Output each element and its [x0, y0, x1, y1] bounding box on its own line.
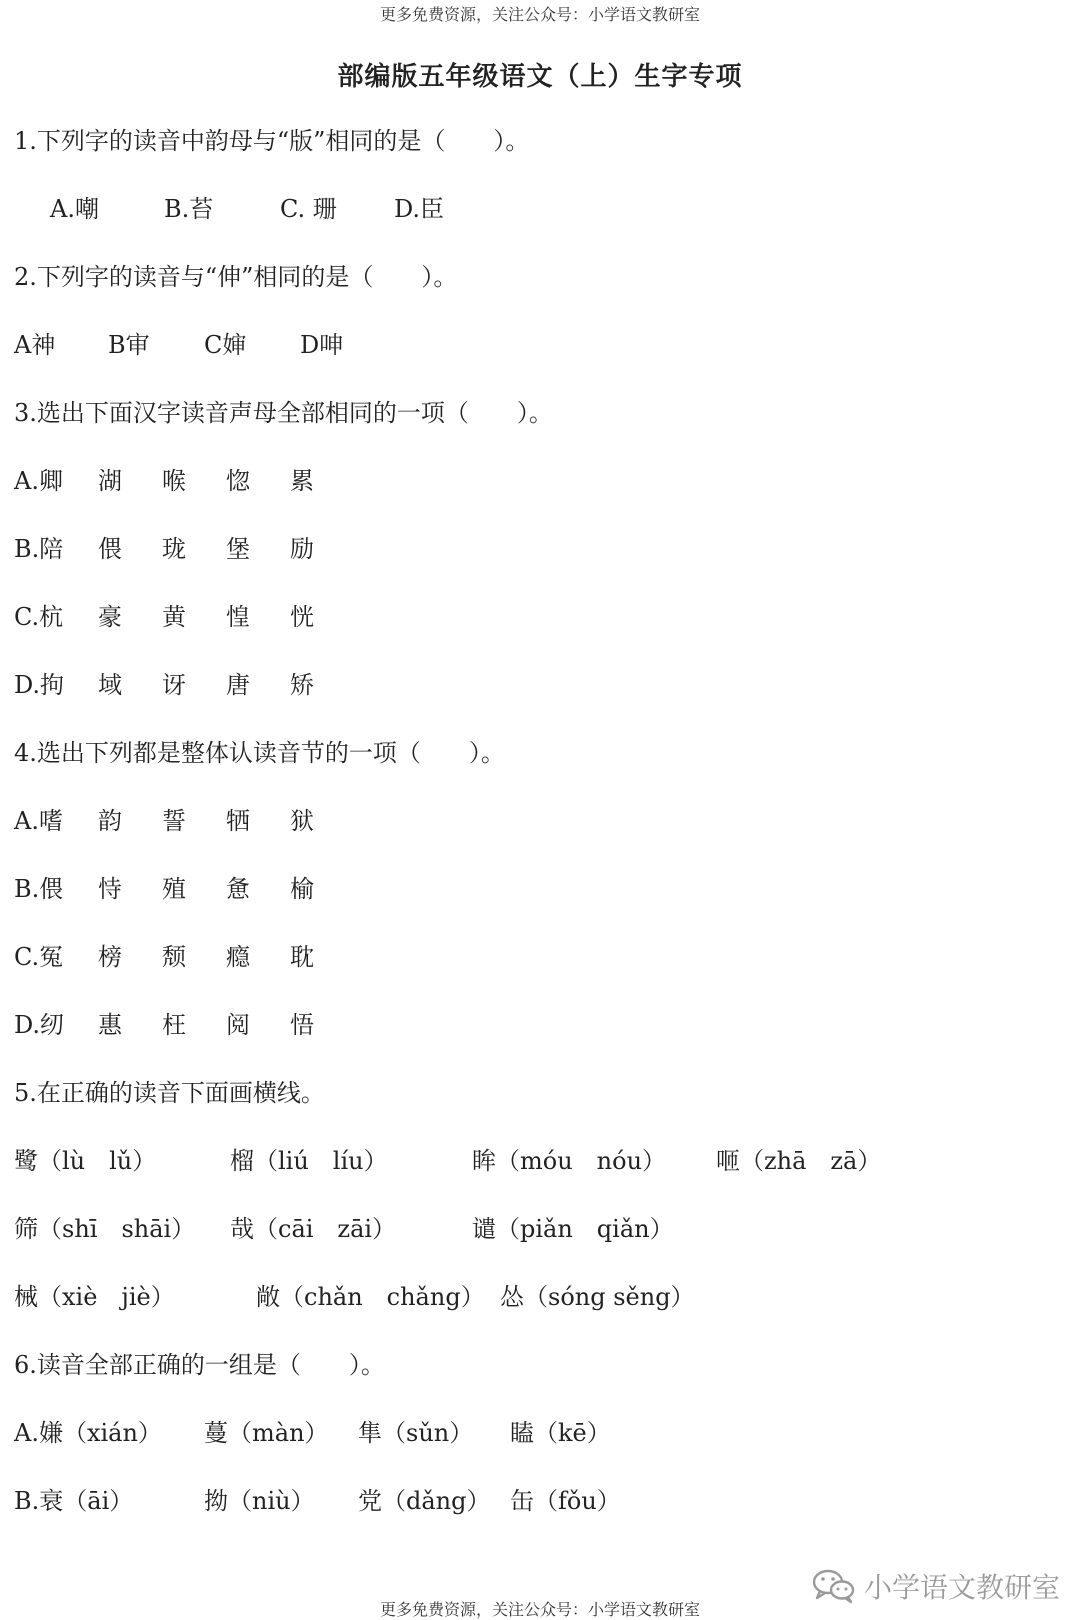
q5-item: 筛（shī shāi）: [14, 1215, 196, 1243]
page-title: 部编版五年级语文（上）生字专项: [337, 62, 743, 92]
q4-char: 誓: [162, 807, 186, 835]
q4-char: 悟: [290, 1011, 314, 1039]
q4-char: 榜: [98, 943, 122, 971]
q3-char: 惚: [226, 467, 250, 495]
q6-item: 瞌（kē）: [510, 1419, 611, 1447]
q2-stem: 2.下列字的读音与“伸”相同的是（ ）。: [14, 263, 458, 291]
q3-char: 累: [290, 467, 314, 495]
q4-char: 韵: [98, 807, 122, 835]
q6-item: 党（dǎng）: [358, 1487, 491, 1515]
q3-char: 黄: [162, 603, 186, 631]
q2-option-c: C婶: [204, 331, 247, 359]
q4-char: 颓: [162, 943, 186, 971]
q5-item: 鹭（lù lǔ）: [14, 1147, 157, 1175]
q1-option-c: C. 珊: [280, 195, 337, 223]
q6-item: 拗（niù）: [204, 1487, 315, 1515]
q5-item: 咂（zhā zā）: [716, 1147, 882, 1175]
q4-option-label: A.嗜: [14, 807, 63, 835]
q6-item: A.嫌（xián）: [14, 1419, 162, 1447]
q3-char: 域: [98, 671, 122, 699]
q5-stem: 5.在正确的读音下面画横线。: [14, 1079, 325, 1107]
q3-char: 喉: [162, 467, 186, 495]
q1-stem: 1.下列字的读音中韵母与“版”相同的是（ ）。: [14, 127, 530, 155]
q4-char: 殖: [162, 875, 186, 903]
q4-stem: 4.选出下列都是整体认读音节的一项（ ）。: [14, 739, 505, 767]
q3-option-label: C.杭: [14, 603, 64, 631]
q6-item: 隼（sǔn）: [358, 1419, 474, 1447]
q5-item: 械（xiè jiè）: [14, 1283, 175, 1311]
q2-option-d: D呻: [300, 331, 344, 359]
q6-stem: 6.读音全部正确的一组是（ ）。: [14, 1351, 385, 1379]
q5-item: 眸（móu nóu）: [472, 1147, 667, 1175]
q3-stem: 3.选出下面汉字读音声母全部相同的一项（ ）。: [14, 399, 553, 427]
q5-item: 榴（liú líu）: [230, 1147, 388, 1175]
q4-option-label: D.纫: [14, 1011, 65, 1039]
q5-item: 谴（piǎn qiǎn）: [472, 1215, 674, 1243]
q4-char: 狱: [290, 807, 314, 835]
q4-char: 榆: [290, 875, 314, 903]
q1-option-b: B.苔: [164, 195, 214, 223]
q4-char: 耽: [290, 943, 314, 971]
q4-option-label: C.冤: [14, 943, 64, 971]
q3-char: 矫: [290, 671, 314, 699]
q3-char: 讶: [162, 671, 186, 699]
q4-char: 瘾: [226, 943, 250, 971]
q4-char: 阅: [226, 1011, 250, 1039]
q3-char: 豪: [98, 603, 122, 631]
q4-char: 恃: [98, 875, 122, 903]
q3-char: 励: [290, 535, 314, 563]
q5-item: 怂（sóng sěng）: [500, 1283, 695, 1311]
q3-char: 珑: [162, 535, 186, 563]
q3-char: 湖: [98, 467, 122, 495]
q3-option-label: D.拘: [14, 671, 65, 699]
q3-char: 唐: [226, 671, 250, 699]
q5-item: 敞（chǎn chǎng）: [256, 1283, 485, 1311]
q3-char: 惶: [226, 603, 250, 631]
q3-char: 恍: [290, 603, 314, 631]
q4-char: 牺: [226, 807, 250, 835]
q2-option-a: A神: [14, 331, 56, 359]
q2-option-b: B审: [108, 331, 150, 359]
watermark-text: 小学语文教研室: [864, 1571, 1061, 1604]
q1-option-d: D.臣: [394, 195, 445, 223]
q4-option-label: B.偎: [14, 875, 64, 903]
q6-item: 缶（fǒu）: [510, 1487, 621, 1515]
q3-char: 堡: [226, 535, 250, 563]
q6-item: 蔓（màn）: [204, 1419, 329, 1447]
q4-char: 枉: [162, 1011, 186, 1039]
q3-char: 偎: [98, 535, 122, 563]
header-note: 更多免费资源，关注公众号：小学语文教研室: [379, 5, 700, 24]
q1-option-a: A.嘲: [50, 195, 99, 223]
q4-char: 惫: [226, 875, 250, 903]
footer-note: 更多免费资源，关注公众号：小学语文教研室: [379, 1600, 700, 1619]
q5-item: 哉（cāi zāi）: [230, 1215, 397, 1243]
q3-option-label: A.卿: [14, 467, 63, 495]
q3-option-label: B.陪: [14, 535, 64, 563]
q6-item: B.衰（āi）: [14, 1487, 134, 1515]
q4-char: 惠: [98, 1011, 122, 1039]
